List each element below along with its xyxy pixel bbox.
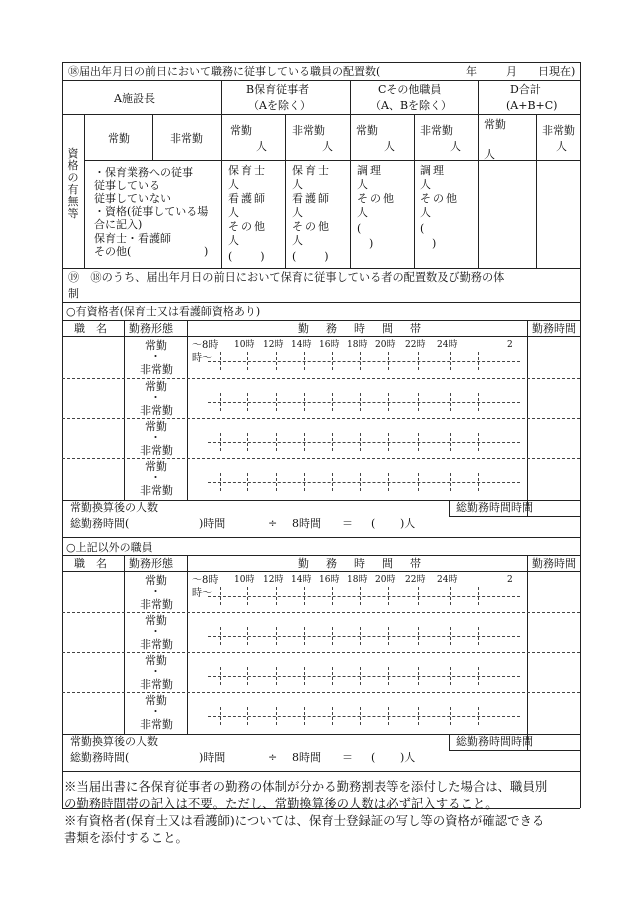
- rule: [124, 320, 125, 500]
- col-d-label: D合計: [510, 83, 541, 96]
- time-label: 24時: [437, 575, 458, 585]
- qualification-note-line: ・資格(従事している場: [94, 205, 209, 218]
- time-tick: [304, 587, 305, 605]
- row-hijoukin: 非常勤: [140, 444, 173, 457]
- time-tick: [360, 433, 361, 451]
- time-tick: [388, 352, 389, 370]
- qualification-note-line: 従事していない: [94, 192, 171, 205]
- qualification-note-line: ): [204, 245, 209, 258]
- col-jikan: 勤務時間: [532, 322, 576, 335]
- rule: [62, 571, 580, 572]
- time-tick: [276, 627, 277, 645]
- qualification-note-line: 従事している: [94, 179, 160, 192]
- col-jikantai: 勤 務 時 間 帯: [298, 557, 424, 570]
- col-b-sub: （Aを除く）: [248, 99, 311, 112]
- a-joukin: 常勤: [108, 132, 130, 145]
- date-tsuki: 月: [506, 65, 517, 78]
- time-label: 2: [507, 575, 513, 585]
- row-divider: [62, 612, 580, 613]
- b-entry-line: 保育士: [292, 164, 331, 177]
- time-label: ～8時: [192, 340, 219, 351]
- col-keitai: 勤務形態: [129, 557, 173, 570]
- row-hijoukin: 非常勤: [140, 363, 173, 376]
- c-entry-line: その他: [420, 192, 459, 205]
- time-tick: [332, 667, 333, 685]
- rule: [221, 80, 222, 268]
- b-joukin: 常勤: [230, 124, 252, 137]
- time-tick: [332, 587, 333, 605]
- time-tick: [276, 433, 277, 451]
- time-ruler: [208, 636, 520, 637]
- c-hijoukin-nin: 人: [450, 140, 461, 153]
- time-tick: [450, 352, 451, 370]
- date-nen: 年: [466, 65, 477, 78]
- row-joukin: 常勤: [145, 460, 167, 473]
- time-tick: [332, 433, 333, 451]
- rule: [414, 114, 415, 268]
- row-dot: ・: [150, 391, 161, 404]
- b-entry-line: 人: [292, 234, 305, 247]
- formula-paren: (: [371, 517, 376, 530]
- row-hijoukin: 非常勤: [140, 404, 173, 417]
- rule: [350, 80, 351, 268]
- row-hijoukin: 非常勤: [140, 598, 173, 611]
- time-tick: [360, 473, 361, 491]
- time-tick: [332, 473, 333, 491]
- total-hours-label: 総勤務時間時間: [456, 735, 533, 748]
- time-label: 16時: [319, 575, 340, 585]
- formula-paren: (: [371, 751, 376, 764]
- rule: [62, 336, 580, 337]
- row-dot: ・: [150, 625, 161, 638]
- time-tick: [220, 393, 221, 411]
- kanzan-label: 常勤換算後の人数: [70, 501, 158, 514]
- date-genzai: 日現在): [538, 65, 576, 78]
- row-joukin: 常勤: [145, 574, 167, 587]
- row-divider: [62, 652, 580, 653]
- formula-open: 総勤務時間(: [70, 517, 130, 530]
- col-a-label: A施設長: [114, 92, 155, 105]
- time-ruler: [208, 482, 520, 483]
- time-tick: [418, 393, 419, 411]
- d-joukin: 常勤: [484, 118, 506, 131]
- time-label: 18時: [347, 340, 368, 350]
- row-hijoukin: 非常勤: [140, 718, 173, 731]
- formula-hours: )時間: [199, 517, 226, 530]
- d-hijoukin: 非常勤: [542, 124, 575, 137]
- row-joukin: 常勤: [145, 694, 167, 707]
- time-tick: [418, 473, 419, 491]
- time-tick: [450, 433, 451, 451]
- row-divider: [62, 458, 580, 459]
- col-jikan: 勤務時間: [532, 557, 576, 570]
- time-tick: [360, 627, 361, 645]
- rule: [62, 80, 580, 81]
- time-tick: [247, 707, 248, 725]
- rule: [62, 771, 580, 772]
- footnote-line: 書類を添付すること。: [64, 830, 188, 845]
- time-ruler: [208, 596, 520, 597]
- time-label: 22時: [405, 340, 426, 350]
- time-tick: [304, 627, 305, 645]
- b-entry-line: 看護師: [228, 192, 267, 205]
- time-tick: [247, 352, 248, 370]
- time-tick: [247, 473, 248, 491]
- time-tick: [388, 627, 389, 645]
- rule: [62, 537, 580, 538]
- time-label: 20時: [375, 340, 396, 350]
- time-tick: [220, 352, 221, 370]
- time-suffix: 時～: [192, 353, 212, 364]
- time-label: 12時: [263, 340, 284, 350]
- c-entry-line: 人: [420, 178, 433, 191]
- c-entry-line: ): [369, 237, 376, 250]
- c-joukin-nin: 人: [384, 140, 395, 153]
- time-tick: [360, 352, 361, 370]
- time-tick: [450, 707, 451, 725]
- qualification-side-label: 資格の有無等: [67, 147, 79, 220]
- rule: [62, 302, 580, 303]
- time-suffix: 時～: [192, 588, 212, 599]
- rule: [84, 114, 85, 268]
- time-tick: [478, 667, 479, 685]
- time-label: 14時: [291, 575, 312, 585]
- total-hours-label: 総勤務時間時間: [456, 501, 533, 514]
- row-divider: [62, 692, 580, 693]
- footnote-line: ※有資格者(保育士又は看護師)については、保育士登録証の写し等の資格が確認できる: [64, 813, 545, 828]
- a-hijoukin: 非常勤: [170, 132, 203, 145]
- b-entry-line: 人: [292, 206, 305, 219]
- b-entry-line: 保育士: [228, 164, 267, 177]
- time-tick: [276, 473, 277, 491]
- rule: [152, 114, 153, 160]
- formula-eq: ＝: [342, 751, 353, 764]
- c-entry-line: 調理: [357, 164, 383, 177]
- row-joukin: 常勤: [145, 380, 167, 393]
- time-tick: [450, 587, 451, 605]
- time-label: 20時: [375, 575, 396, 585]
- time-label: 2: [507, 340, 513, 350]
- c-entry-line: ): [432, 237, 439, 250]
- time-tick: [388, 667, 389, 685]
- time-tick: [276, 707, 277, 725]
- formula-eq: ＝: [342, 517, 353, 530]
- col-c-sub: （A、Bを除く）: [370, 99, 453, 112]
- time-tick: [388, 707, 389, 725]
- row-divider: [62, 418, 580, 419]
- row-dot: ・: [150, 705, 161, 718]
- time-tick: [304, 433, 305, 451]
- c-entry-line: 人: [357, 178, 370, 191]
- time-tick: [360, 667, 361, 685]
- qualified-label: ○有資格者(保育士又は看護師資格あり): [66, 305, 261, 318]
- time-tick: [418, 627, 419, 645]
- b-hijoukin: 非常勤: [292, 124, 325, 137]
- time-tick: [360, 393, 361, 411]
- section19-title-cont: 制: [68, 287, 79, 300]
- row-hijoukin: 非常勤: [140, 484, 173, 497]
- time-tick: [332, 707, 333, 725]
- kanzan-label: 常勤換算後の人数: [70, 735, 158, 748]
- time-tick: [247, 433, 248, 451]
- col-keitai: 勤務形態: [129, 322, 173, 335]
- row-dot: ・: [150, 471, 161, 484]
- time-tick: [388, 433, 389, 451]
- footnote-line: の勤務時間帯の記入は不要。ただし、常勤換算後の人数は必ず記入すること。: [64, 796, 498, 811]
- time-label: 10時: [234, 340, 255, 350]
- rule: [449, 750, 580, 751]
- time-tick: [478, 352, 479, 370]
- qualification-note-line: ・保育業務への従事: [94, 166, 193, 179]
- time-tick: [388, 473, 389, 491]
- time-tick: [332, 352, 333, 370]
- time-tick: [478, 587, 479, 605]
- time-tick: [478, 627, 479, 645]
- time-label: 24時: [437, 340, 458, 350]
- time-tick: [304, 352, 305, 370]
- time-tick: [220, 433, 221, 451]
- rule: [62, 62, 580, 63]
- row-hijoukin: 非常勤: [140, 638, 173, 651]
- row-dot: ・: [150, 350, 161, 363]
- d-hijoukin-nin: 人: [556, 140, 567, 153]
- time-ruler: [208, 402, 520, 403]
- b-entry-line: その他: [292, 220, 331, 233]
- c-entry-line: (: [357, 222, 364, 235]
- row-joukin: 常勤: [145, 420, 167, 433]
- formula-div: ÷: [268, 517, 278, 530]
- rule: [580, 62, 581, 808]
- col-c-label: Cその他職員: [378, 83, 442, 96]
- col-b-label: B保育従事者: [246, 83, 310, 96]
- time-tick: [332, 627, 333, 645]
- rule: [62, 268, 580, 269]
- col-jikantai: 勤 務 時 間 帯: [298, 322, 424, 335]
- c-entry-line: 人: [420, 206, 433, 219]
- time-tick: [478, 393, 479, 411]
- formula-hours: )時間: [199, 751, 226, 764]
- time-tick: [304, 393, 305, 411]
- b-entry-line: 人: [228, 206, 241, 219]
- qualification-note-line: 合に記入): [94, 218, 143, 231]
- time-tick: [276, 667, 277, 685]
- time-tick: [332, 393, 333, 411]
- row-divider: [62, 378, 580, 379]
- c-joukin: 常勤: [356, 124, 378, 137]
- section18-title: ⑱届出年月日の前日において職務に従事している職員の配置数(: [68, 65, 381, 78]
- time-label: 16時: [319, 340, 340, 350]
- b-entry-line: ( ): [228, 250, 267, 263]
- time-tick: [276, 587, 277, 605]
- time-tick: [276, 393, 277, 411]
- time-tick: [478, 473, 479, 491]
- time-label: 14時: [291, 340, 312, 350]
- time-tick: [418, 433, 419, 451]
- time-label: 18時: [347, 575, 368, 585]
- time-ruler: [208, 361, 520, 362]
- time-tick: [478, 707, 479, 725]
- col-shokumei: 職 名: [74, 557, 107, 570]
- row-joukin: 常勤: [145, 614, 167, 627]
- row-joukin: 常勤: [145, 654, 167, 667]
- b-entry-line: 人: [292, 178, 305, 191]
- qualification-note-line: 保育士・看護師: [94, 232, 171, 245]
- c-entry-line: 調理: [420, 164, 446, 177]
- b-entry-line: 人: [228, 234, 241, 247]
- formula-nin: )人: [400, 517, 416, 530]
- rule: [536, 114, 537, 268]
- time-tick: [450, 667, 451, 685]
- time-tick: [247, 667, 248, 685]
- time-tick: [220, 627, 221, 645]
- time-label: 22時: [405, 575, 426, 585]
- row-dot: ・: [150, 431, 161, 444]
- time-label: 10時: [234, 575, 255, 585]
- time-tick: [450, 393, 451, 411]
- rule: [449, 500, 450, 516]
- rule: [285, 114, 286, 268]
- d-joukin-nin: 人: [484, 148, 495, 161]
- time-tick: [220, 667, 221, 685]
- row-dot: ・: [150, 585, 161, 598]
- b-entry-line: ( ): [292, 250, 331, 263]
- time-label: 12時: [263, 575, 284, 585]
- time-tick: [220, 707, 221, 725]
- b-entry-line: 看護師: [292, 192, 331, 205]
- rule: [478, 80, 479, 268]
- b-hijoukin-nin: 人: [322, 140, 333, 153]
- time-tick: [360, 707, 361, 725]
- time-tick: [247, 627, 248, 645]
- time-tick: [220, 587, 221, 605]
- time-tick: [418, 667, 419, 685]
- time-label: ～8時: [192, 575, 219, 586]
- time-tick: [418, 352, 419, 370]
- time-tick: [220, 473, 221, 491]
- row-dot: ・: [150, 665, 161, 678]
- formula-8: 8時間: [292, 751, 321, 764]
- section19-title: ⑲ ⑱のうち、届出年月日の前日において保育に従事している者の配置数及び勤務の体: [68, 271, 505, 284]
- row-joukin: 常勤: [145, 339, 167, 352]
- rule: [62, 555, 580, 556]
- rule: [62, 114, 580, 115]
- b-entry-line: 人: [228, 178, 241, 191]
- time-tick: [247, 587, 248, 605]
- other-label: ○上記以外の職員: [66, 541, 153, 554]
- c-entry-line: 人: [357, 206, 370, 219]
- rule: [449, 734, 450, 750]
- time-tick: [418, 587, 419, 605]
- col-d-sub: (A+B+C): [506, 99, 558, 112]
- b-joukin-nin: 人: [256, 140, 267, 153]
- formula-8: 8時間: [292, 517, 321, 530]
- formula-nin: )人: [400, 751, 416, 764]
- time-tick: [247, 393, 248, 411]
- time-ruler: [208, 442, 520, 443]
- time-tick: [450, 473, 451, 491]
- time-tick: [388, 393, 389, 411]
- time-tick: [360, 587, 361, 605]
- c-entry-line: (: [420, 222, 427, 235]
- rule: [62, 62, 63, 808]
- time-tick: [304, 707, 305, 725]
- c-entry-line: その他: [357, 192, 396, 205]
- time-tick: [304, 473, 305, 491]
- time-ruler: [208, 676, 520, 677]
- time-ruler: [208, 716, 520, 717]
- time-tick: [418, 707, 419, 725]
- b-entry-line: その他: [228, 220, 267, 233]
- time-tick: [388, 587, 389, 605]
- rule: [62, 320, 580, 321]
- rule: [449, 516, 580, 517]
- rule: [187, 320, 188, 500]
- time-tick: [304, 667, 305, 685]
- c-hijoukin: 非常勤: [420, 124, 453, 137]
- time-tick: [478, 433, 479, 451]
- rule: [124, 555, 125, 734]
- rule: [84, 160, 580, 161]
- qualification-note-line: その他(: [94, 245, 132, 258]
- col-shokumei: 職 名: [74, 322, 107, 335]
- footnote-line: ※当届出書に各保育従事者の勤務の体制が分かる勤務割表等を添付した場合は、職員別: [64, 779, 548, 794]
- formula-open: 総勤務時間(: [70, 751, 130, 764]
- time-tick: [276, 352, 277, 370]
- rule: [187, 555, 188, 734]
- row-hijoukin: 非常勤: [140, 678, 173, 691]
- formula-div: ÷: [268, 751, 278, 764]
- time-tick: [450, 627, 451, 645]
